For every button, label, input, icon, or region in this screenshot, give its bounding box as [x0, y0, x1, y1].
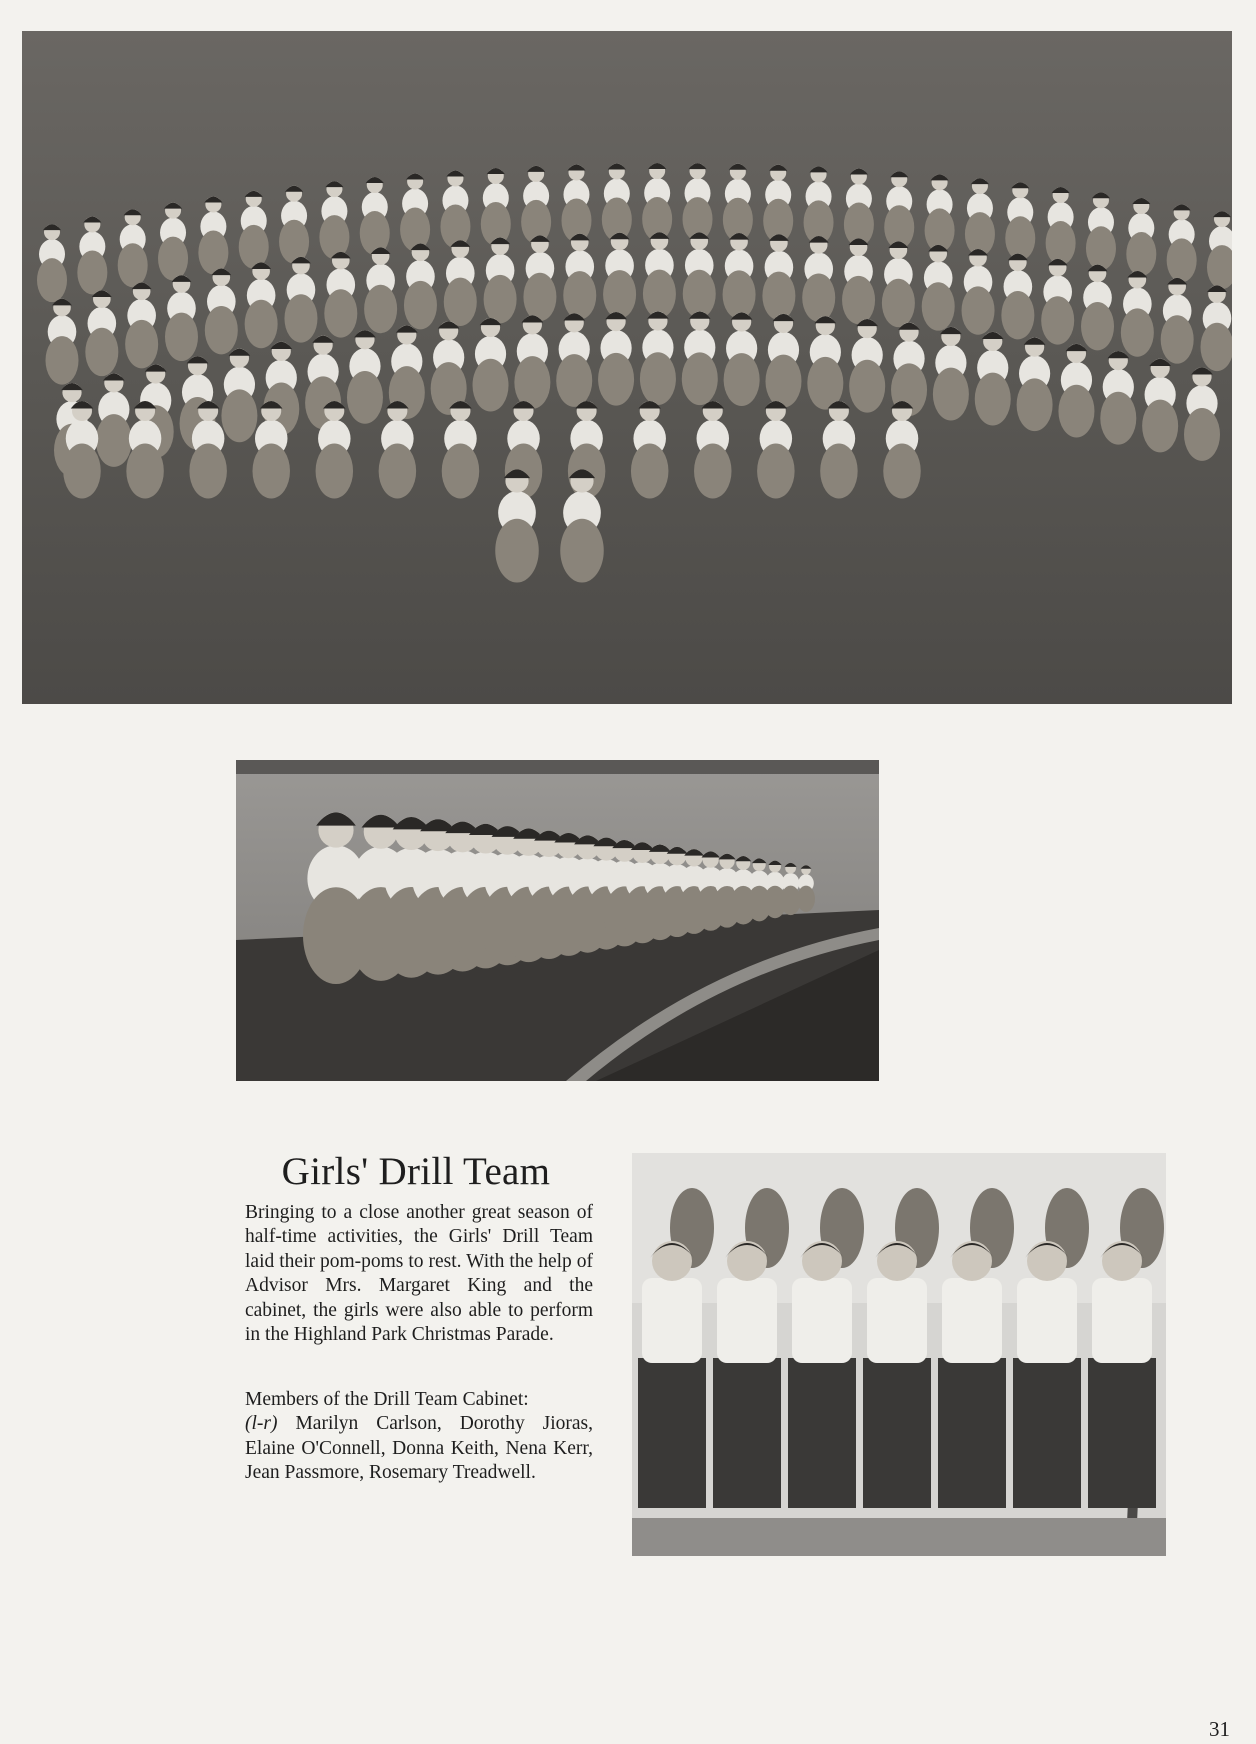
- face: [877, 1241, 917, 1281]
- blouse: [717, 1278, 777, 1363]
- blouse: [1017, 1278, 1077, 1363]
- face: [802, 1241, 842, 1281]
- page-title: Girls' Drill Team: [281, 1150, 551, 1193]
- skirt: [638, 1358, 706, 1508]
- page-number: 31: [1209, 1717, 1230, 1741]
- blouse: [792, 1278, 852, 1363]
- blouse: [867, 1278, 927, 1363]
- blouse: [942, 1278, 1002, 1363]
- skirt: [1013, 1358, 1081, 1508]
- skirt: [713, 1358, 781, 1508]
- blouse: [1092, 1278, 1152, 1363]
- cabinet-caption: [245, 1388, 593, 1486]
- skirt: [788, 1358, 856, 1508]
- face: [1027, 1241, 1067, 1281]
- skirt: [1088, 1358, 1156, 1508]
- face: [727, 1241, 767, 1281]
- face: [952, 1241, 992, 1281]
- marching-line-photo: [236, 760, 879, 1081]
- cabinet-lead: Members of the Drill Team Cabinet:: [245, 1389, 529, 1410]
- cabinet-order: (l-r): [245, 1413, 278, 1435]
- cabinet-names: Marilyn Carlson, Dorothy Jioras, Elaine O'Connell, Donna Keith, Nena Kerr, Jean Passmore, Rosemary Treadwell.: [245, 1413, 593, 1484]
- formation-photo: [22, 31, 1232, 704]
- intro-paragraph: Bringing to a close another great season of half-time activities, the Girls' Drill Team laid their pom-poms to rest. With the help of Advisor Mrs. Margaret King and the cabinet, the girls were also able to perform in the Highland Park Christmas Parade.: [245, 1202, 593, 1346]
- face: [1102, 1241, 1142, 1281]
- skirt: [938, 1358, 1006, 1508]
- cabinet-photo: [632, 1153, 1166, 1556]
- blouse: [642, 1278, 702, 1363]
- face: [652, 1241, 692, 1281]
- skirt: [863, 1358, 931, 1508]
